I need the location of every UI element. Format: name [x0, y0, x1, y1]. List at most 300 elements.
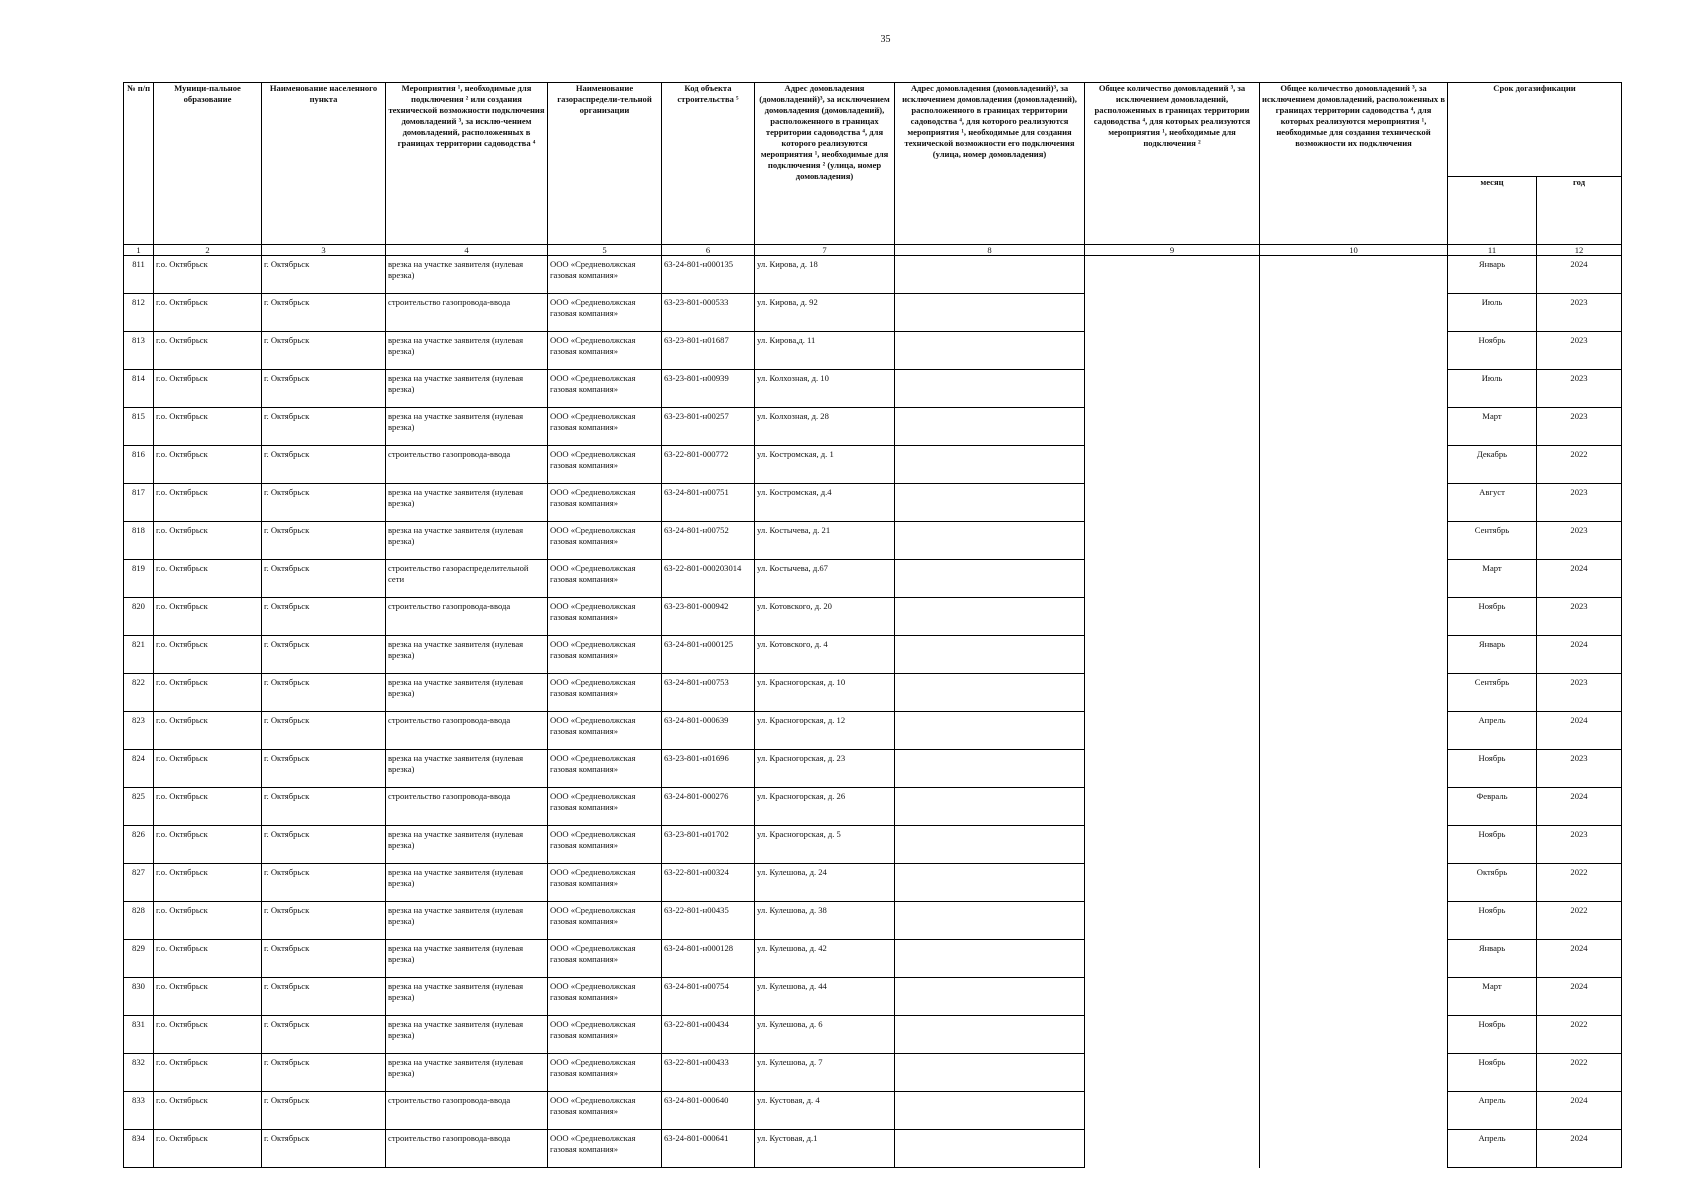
technical-address-cell: [895, 978, 1085, 1016]
count-technical-cell: [1260, 1016, 1448, 1054]
month-cell: Январь: [1448, 636, 1537, 674]
count-technical-cell: [1260, 522, 1448, 560]
row-number: 823: [124, 712, 154, 750]
address-cell: ул. Кулешова, д. 6: [755, 1016, 895, 1054]
technical-address-cell: [895, 902, 1085, 940]
address-cell: ул. Кирова, д. 92: [755, 294, 895, 332]
municipality-cell: г.о. Октябрьск: [154, 978, 262, 1016]
count-connection-cell: [1085, 446, 1260, 484]
header-year: год: [1537, 177, 1622, 245]
address-cell: ул. Костромская, д.4: [755, 484, 895, 522]
municipality-cell: г.о. Октябрьск: [154, 826, 262, 864]
column-number: 10: [1260, 245, 1448, 256]
municipality-cell: г.о. Октябрьск: [154, 370, 262, 408]
object-code-cell: 63-23-801-000942: [662, 598, 755, 636]
month-cell: Март: [1448, 560, 1537, 598]
table-row: [124, 1092, 1622, 1130]
row-number: 834: [124, 1130, 154, 1168]
column-number: 7: [755, 245, 895, 256]
month-cell: Февраль: [1448, 788, 1537, 826]
count-connection-cell: [1085, 560, 1260, 598]
row-number: 815: [124, 408, 154, 446]
table-row: [124, 712, 1622, 750]
count-connection-cell: [1085, 940, 1260, 978]
organization-cell: ООО «Средневолжская газовая компания»: [548, 294, 662, 332]
row-number: 828: [124, 902, 154, 940]
object-code-cell: 63-22-801-000203014: [662, 560, 755, 598]
municipality-cell: г.о. Октябрьск: [154, 598, 262, 636]
table-row: [124, 1054, 1622, 1092]
row-number: 824: [124, 750, 154, 788]
address-cell: ул. Костромская, д. 1: [755, 446, 895, 484]
municipality-cell: г.о. Октябрьск: [154, 408, 262, 446]
settlement-cell: г. Октябрьск: [262, 294, 386, 332]
object-code-cell: 63-24-801-н00751: [662, 484, 755, 522]
year-cell: 2024: [1537, 712, 1622, 750]
row-number: 825: [124, 788, 154, 826]
year-cell: 2022: [1537, 902, 1622, 940]
year-cell: 2022: [1537, 446, 1622, 484]
count-technical-cell: [1260, 294, 1448, 332]
settlement-cell: г. Октябрьск: [262, 978, 386, 1016]
count-connection-cell: [1085, 1016, 1260, 1054]
organization-cell: ООО «Средневолжская газовая компания»: [548, 484, 662, 522]
organization-cell: ООО «Средневолжская газовая компания»: [548, 446, 662, 484]
month-cell: Ноябрь: [1448, 826, 1537, 864]
count-technical-cell: [1260, 484, 1448, 522]
object-code-cell: 63-24-801-000276: [662, 788, 755, 826]
measure-cell: строительство газопровода-ввода: [386, 446, 548, 484]
municipality-cell: г.о. Октябрьск: [154, 636, 262, 674]
technical-address-cell: [895, 370, 1085, 408]
measure-cell: врезка на участке заявителя (нулевая врезка): [386, 370, 548, 408]
month-cell: Март: [1448, 978, 1537, 1016]
count-technical-cell: [1260, 636, 1448, 674]
table-row: [124, 674, 1622, 712]
month-cell: Декабрь: [1448, 446, 1537, 484]
year-cell: 2023: [1537, 598, 1622, 636]
count-technical-cell: [1260, 1092, 1448, 1130]
year-cell: 2023: [1537, 408, 1622, 446]
year-cell: 2023: [1537, 674, 1622, 712]
row-number: 826: [124, 826, 154, 864]
measure-cell: врезка на участке заявителя (нулевая врезка): [386, 940, 548, 978]
table-row: [124, 294, 1622, 332]
organization-cell: ООО «Средневолжская газовая компания»: [548, 332, 662, 370]
row-number: 819: [124, 560, 154, 598]
municipality-cell: г.о. Октябрьск: [154, 902, 262, 940]
organization-cell: ООО «Средневолжская газовая компания»: [548, 788, 662, 826]
technical-address-cell: [895, 636, 1085, 674]
count-technical-cell: [1260, 370, 1448, 408]
object-code-cell: 63-23-801-н01702: [662, 826, 755, 864]
year-cell: 2024: [1537, 978, 1622, 1016]
table-row: [124, 446, 1622, 484]
row-number: 811: [124, 256, 154, 294]
count-connection-cell: [1085, 674, 1260, 712]
municipality-cell: г.о. Октябрьск: [154, 522, 262, 560]
table-header: [124, 83, 1622, 256]
row-number: 830: [124, 978, 154, 1016]
table-row: [124, 598, 1622, 636]
measure-cell: строительство газопровода-ввода: [386, 1092, 548, 1130]
technical-address-cell: [895, 1054, 1085, 1092]
municipality-cell: г.о. Октябрьск: [154, 864, 262, 902]
address-cell: ул. Красногорская, д. 12: [755, 712, 895, 750]
settlement-cell: г. Октябрьск: [262, 636, 386, 674]
count-connection-cell: [1085, 1054, 1260, 1092]
year-cell: 2024: [1537, 788, 1622, 826]
month-cell: Июль: [1448, 370, 1537, 408]
settlement-cell: г. Октябрьск: [262, 1130, 386, 1168]
measure-cell: врезка на участке заявителя (нулевая врезка): [386, 332, 548, 370]
row-number: 822: [124, 674, 154, 712]
table-body: [124, 256, 1622, 1168]
count-technical-cell: [1260, 712, 1448, 750]
row-number: 813: [124, 332, 154, 370]
month-cell: Сентябрь: [1448, 674, 1537, 712]
settlement-cell: г. Октябрьск: [262, 1054, 386, 1092]
technical-address-cell: [895, 294, 1085, 332]
month-cell: Апрель: [1448, 1130, 1537, 1168]
header-settlement: Наименование населенного пункта: [262, 83, 386, 245]
organization-cell: ООО «Средневолжская газовая компания»: [548, 256, 662, 294]
year-cell: 2023: [1537, 826, 1622, 864]
year-cell: 2024: [1537, 256, 1622, 294]
count-connection-cell: [1085, 408, 1260, 446]
table-row: [124, 940, 1622, 978]
count-connection-cell: [1085, 978, 1260, 1016]
month-cell: Ноябрь: [1448, 750, 1537, 788]
organization-cell: ООО «Средневолжская газовая компания»: [548, 370, 662, 408]
address-cell: ул. Кустовая, д.1: [755, 1130, 895, 1168]
settlement-cell: г. Октябрьск: [262, 1016, 386, 1054]
header-address-connection: Адрес домовладения (домовладений)³, за исключением домовладения (домовладений), расположенного в границах территории садоводства ⁴, для которого реализуются мероприятия ¹, необходимые для подключения ² (улица, номер домовладения): [755, 83, 895, 245]
object-code-cell: 63-23-801-н00257: [662, 408, 755, 446]
municipality-cell: г.о. Октябрьск: [154, 1092, 262, 1130]
measure-cell: врезка на участке заявителя (нулевая врезка): [386, 978, 548, 1016]
address-cell: ул. Кирова, д. 18: [755, 256, 895, 294]
organization-cell: ООО «Средневолжская газовая компания»: [548, 560, 662, 598]
address-cell: ул. Кулешова, д. 24: [755, 864, 895, 902]
technical-address-cell: [895, 408, 1085, 446]
count-connection-cell: [1085, 1130, 1260, 1168]
header-address-technical: Адрес домовладения (домовладений)³, за исключением домовладения (домовладений), расположенного в границах территории садоводства ⁴, для которого реализуются мероприятия ¹, необходимые для создания технической возможности его подключения (улица, номер домовладения): [895, 83, 1085, 245]
settlement-cell: г. Октябрьск: [262, 902, 386, 940]
year-cell: 2024: [1537, 636, 1622, 674]
municipality-cell: г.о. Октябрьск: [154, 788, 262, 826]
column-number-row: [124, 245, 1622, 256]
year-cell: 2023: [1537, 294, 1622, 332]
technical-address-cell: [895, 674, 1085, 712]
month-cell: Апрель: [1448, 712, 1537, 750]
column-number: 8: [895, 245, 1085, 256]
column-number: 11: [1448, 245, 1537, 256]
count-connection-cell: [1085, 712, 1260, 750]
address-cell: ул. Красногорская, д. 26: [755, 788, 895, 826]
header-municipality: Муници-пальное образование: [154, 83, 262, 245]
table-row: [124, 826, 1622, 864]
row-number: 827: [124, 864, 154, 902]
address-cell: ул. Костычева, д.67: [755, 560, 895, 598]
measure-cell: врезка на участке заявителя (нулевая врезка): [386, 750, 548, 788]
settlement-cell: г. Октябрьск: [262, 408, 386, 446]
settlement-cell: г. Октябрьск: [262, 598, 386, 636]
row-number: 829: [124, 940, 154, 978]
object-code-cell: 63-22-801-н00435: [662, 902, 755, 940]
count-connection-cell: [1085, 826, 1260, 864]
measure-cell: строительство газораспределительной сети: [386, 560, 548, 598]
organization-cell: ООО «Средневолжская газовая компания»: [548, 864, 662, 902]
count-connection-cell: [1085, 636, 1260, 674]
count-technical-cell: [1260, 256, 1448, 294]
table-row: [124, 256, 1622, 294]
header-count-connection: Общее количество домовладений ³, за исключением домовладений, расположенных в границах территории садоводства ⁴, для которых реализуются мероприятия ¹, необходимые для подключения ²: [1085, 83, 1260, 245]
month-cell: Ноябрь: [1448, 598, 1537, 636]
organization-cell: ООО «Средневолжская газовая компания»: [548, 1054, 662, 1092]
year-cell: 2023: [1537, 522, 1622, 560]
address-cell: ул. Котовского, д. 4: [755, 636, 895, 674]
count-technical-cell: [1260, 408, 1448, 446]
organization-cell: ООО «Средневолжская газовая компания»: [548, 1130, 662, 1168]
object-code-cell: 63-23-801-000533: [662, 294, 755, 332]
object-code-cell: 63-24-801-н00754: [662, 978, 755, 1016]
object-code-cell: 63-22-801-н00324: [662, 864, 755, 902]
object-code-cell: 63-24-801-000641: [662, 1130, 755, 1168]
row-number: 820: [124, 598, 154, 636]
object-code-cell: 63-22-801-000772: [662, 446, 755, 484]
object-code-cell: 63-24-801-н000128: [662, 940, 755, 978]
settlement-cell: г. Октябрьск: [262, 484, 386, 522]
year-cell: 2023: [1537, 332, 1622, 370]
count-technical-cell: [1260, 560, 1448, 598]
month-cell: Ноябрь: [1448, 1016, 1537, 1054]
column-number: 1: [124, 245, 154, 256]
row-number: 817: [124, 484, 154, 522]
technical-address-cell: [895, 940, 1085, 978]
address-cell: ул. Кулешова, д. 7: [755, 1054, 895, 1092]
count-connection-cell: [1085, 598, 1260, 636]
month-cell: Июль: [1448, 294, 1537, 332]
settlement-cell: г. Октябрьск: [262, 522, 386, 560]
year-cell: 2022: [1537, 1054, 1622, 1092]
object-code-cell: 63-22-801-н00433: [662, 1054, 755, 1092]
address-cell: ул. Кустовая, д. 4: [755, 1092, 895, 1130]
settlement-cell: г. Октябрьск: [262, 712, 386, 750]
municipality-cell: г.о. Октябрьск: [154, 446, 262, 484]
row-number: 831: [124, 1016, 154, 1054]
count-technical-cell: [1260, 788, 1448, 826]
count-technical-cell: [1260, 940, 1448, 978]
table-row: [124, 1130, 1622, 1168]
row-number: 816: [124, 446, 154, 484]
settlement-cell: г. Октябрьск: [262, 674, 386, 712]
measure-cell: врезка на участке заявителя (нулевая врезка): [386, 1054, 548, 1092]
month-cell: Январь: [1448, 256, 1537, 294]
measure-cell: врезка на участке заявителя (нулевая врезка): [386, 1016, 548, 1054]
address-cell: ул. Кулешова, д. 38: [755, 902, 895, 940]
technical-address-cell: [895, 712, 1085, 750]
technical-address-cell: [895, 522, 1085, 560]
settlement-cell: г. Октябрьск: [262, 864, 386, 902]
count-technical-cell: [1260, 902, 1448, 940]
organization-cell: ООО «Средневолжская газовая компания»: [548, 408, 662, 446]
month-cell: Ноябрь: [1448, 902, 1537, 940]
technical-address-cell: [895, 332, 1085, 370]
count-technical-cell: [1260, 864, 1448, 902]
technical-address-cell: [895, 560, 1085, 598]
measure-cell: врезка на участке заявителя (нулевая врезка): [386, 674, 548, 712]
address-cell: ул. Красногорская, д. 5: [755, 826, 895, 864]
year-cell: 2023: [1537, 750, 1622, 788]
month-cell: Январь: [1448, 940, 1537, 978]
measure-cell: врезка на участке заявителя (нулевая врезка): [386, 522, 548, 560]
settlement-cell: г. Октябрьск: [262, 370, 386, 408]
column-number: 3: [262, 245, 386, 256]
object-code-cell: 63-24-801-000639: [662, 712, 755, 750]
column-number: 4: [386, 245, 548, 256]
year-cell: 2022: [1537, 1016, 1622, 1054]
count-technical-cell: [1260, 750, 1448, 788]
column-number: 6: [662, 245, 755, 256]
technical-address-cell: [895, 1130, 1085, 1168]
month-cell: Март: [1448, 408, 1537, 446]
organization-cell: ООО «Средневолжская газовая компания»: [548, 712, 662, 750]
settlement-cell: г. Октябрьск: [262, 940, 386, 978]
measure-cell: врезка на участке заявителя (нулевая врезка): [386, 864, 548, 902]
month-cell: Ноябрь: [1448, 1054, 1537, 1092]
count-connection-cell: [1085, 902, 1260, 940]
address-cell: ул. Котовского, д. 20: [755, 598, 895, 636]
header-measures: Мероприятия ¹, необходимые для подключения ² или создания технической возможности подключения домовладений ³, за исклю-чением домовладений, расположенных в границах территории садоводства ⁴: [386, 83, 548, 245]
municipality-cell: г.о. Октябрьск: [154, 1054, 262, 1092]
count-technical-cell: [1260, 826, 1448, 864]
month-cell: Апрель: [1448, 1092, 1537, 1130]
gasification-table: [123, 82, 1622, 1168]
measure-cell: строительство газопровода-ввода: [386, 294, 548, 332]
organization-cell: ООО «Средневолжская газовая компания»: [548, 978, 662, 1016]
count-connection-cell: [1085, 750, 1260, 788]
table-row: [124, 1016, 1622, 1054]
row-number: 812: [124, 294, 154, 332]
object-code-cell: 63-24-801-н00752: [662, 522, 755, 560]
municipality-cell: г.о. Октябрьск: [154, 560, 262, 598]
table-row: [124, 408, 1622, 446]
count-connection-cell: [1085, 522, 1260, 560]
organization-cell: ООО «Средневолжская газовая компания»: [548, 522, 662, 560]
count-technical-cell: [1260, 1130, 1448, 1168]
address-cell: ул. Красногорская, д. 10: [755, 674, 895, 712]
month-cell: Сентябрь: [1448, 522, 1537, 560]
count-technical-cell: [1260, 1054, 1448, 1092]
month-cell: Август: [1448, 484, 1537, 522]
month-cell: Ноябрь: [1448, 332, 1537, 370]
settlement-cell: г. Октябрьск: [262, 788, 386, 826]
address-cell: ул. Кулешова, д. 44: [755, 978, 895, 1016]
organization-cell: ООО «Средневолжская газовая компания»: [548, 598, 662, 636]
technical-address-cell: [895, 484, 1085, 522]
year-cell: 2022: [1537, 864, 1622, 902]
table-row: [124, 370, 1622, 408]
technical-address-cell: [895, 788, 1085, 826]
count-technical-cell: [1260, 674, 1448, 712]
object-code-cell: 63-24-801-000640: [662, 1092, 755, 1130]
organization-cell: ООО «Средневолжская газовая компания»: [548, 750, 662, 788]
table-row: [124, 484, 1622, 522]
municipality-cell: г.о. Октябрьск: [154, 294, 262, 332]
technical-address-cell: [895, 1016, 1085, 1054]
address-cell: ул. Костычева, д. 21: [755, 522, 895, 560]
row-number: 818: [124, 522, 154, 560]
table-row: [124, 522, 1622, 560]
municipality-cell: г.о. Октябрьск: [154, 332, 262, 370]
address-cell: ул. Колхозная, д. 28: [755, 408, 895, 446]
count-connection-cell: [1085, 256, 1260, 294]
settlement-cell: г. Октябрьск: [262, 826, 386, 864]
year-cell: 2024: [1537, 560, 1622, 598]
address-cell: ул. Колхозная, д. 10: [755, 370, 895, 408]
table-row: [124, 902, 1622, 940]
count-connection-cell: [1085, 864, 1260, 902]
measure-cell: врезка на участке заявителя (нулевая врезка): [386, 408, 548, 446]
year-cell: 2024: [1537, 1130, 1622, 1168]
measure-cell: строительство газопровода-ввода: [386, 712, 548, 750]
organization-cell: ООО «Средневолжская газовая компания»: [548, 902, 662, 940]
year-cell: 2023: [1537, 484, 1622, 522]
row-number: 832: [124, 1054, 154, 1092]
object-code-cell: 63-22-801-н00434: [662, 1016, 755, 1054]
organization-cell: ООО «Средневолжская газовая компания»: [548, 940, 662, 978]
count-connection-cell: [1085, 788, 1260, 826]
address-cell: ул. Красногорская, д. 23: [755, 750, 895, 788]
municipality-cell: г.о. Октябрьск: [154, 712, 262, 750]
header-month: месяц: [1448, 177, 1537, 245]
organization-cell: ООО «Средневолжская газовая компания»: [548, 826, 662, 864]
count-technical-cell: [1260, 446, 1448, 484]
count-technical-cell: [1260, 978, 1448, 1016]
count-connection-cell: [1085, 484, 1260, 522]
row-number: 821: [124, 636, 154, 674]
row-number: 833: [124, 1092, 154, 1130]
table-row: [124, 788, 1622, 826]
header-object-code: Код объекта строительства ⁵: [662, 83, 755, 245]
count-connection-cell: [1085, 294, 1260, 332]
object-code-cell: 63-24-801-н00753: [662, 674, 755, 712]
settlement-cell: г. Октябрьск: [262, 560, 386, 598]
row-number: 814: [124, 370, 154, 408]
address-cell: ул. Кулешова, д. 42: [755, 940, 895, 978]
measure-cell: врезка на участке заявителя (нулевая врезка): [386, 256, 548, 294]
measure-cell: врезка на участке заявителя (нулевая врезка): [386, 826, 548, 864]
count-technical-cell: [1260, 598, 1448, 636]
measure-cell: строительство газопровода-ввода: [386, 598, 548, 636]
technical-address-cell: [895, 598, 1085, 636]
header-row-number: № п/п: [124, 83, 154, 245]
object-code-cell: 63-24-801-н000125: [662, 636, 755, 674]
organization-cell: ООО «Средневолжская газовая компания»: [548, 1016, 662, 1054]
year-cell: 2024: [1537, 940, 1622, 978]
object-code-cell: 63-23-801-н01696: [662, 750, 755, 788]
municipality-cell: г.о. Октябрьск: [154, 940, 262, 978]
column-number: 9: [1085, 245, 1260, 256]
column-number: 2: [154, 245, 262, 256]
count-connection-cell: [1085, 332, 1260, 370]
settlement-cell: г. Октябрьск: [262, 750, 386, 788]
technical-address-cell: [895, 826, 1085, 864]
table-row: [124, 636, 1622, 674]
measure-cell: врезка на участке заявителя (нулевая врезка): [386, 902, 548, 940]
municipality-cell: г.о. Октябрьск: [154, 1016, 262, 1054]
